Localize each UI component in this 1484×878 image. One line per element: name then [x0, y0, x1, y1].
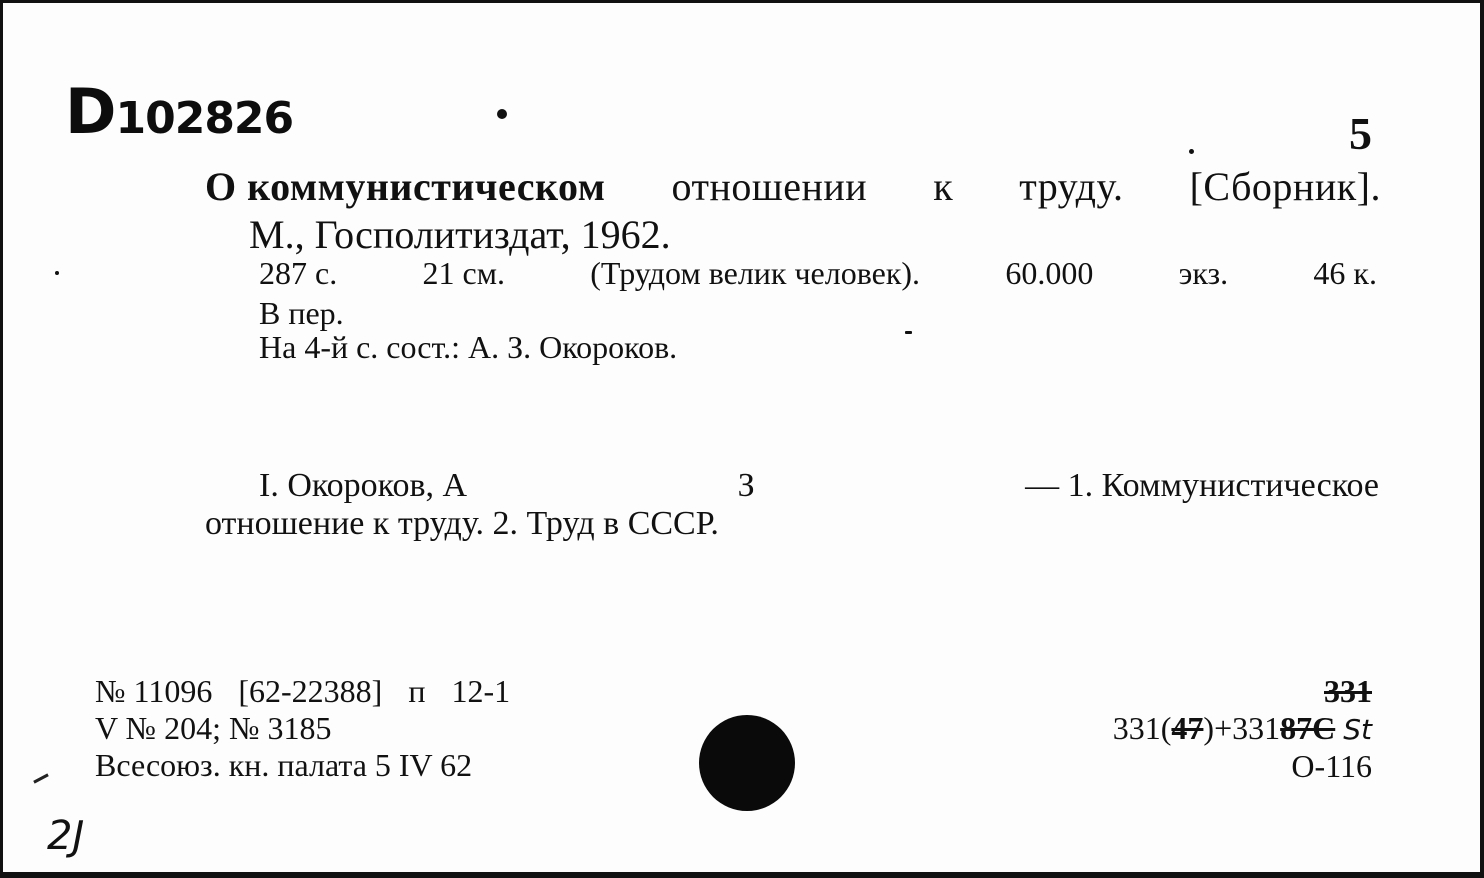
pencil-mark	[33, 773, 49, 783]
ink-dot	[497, 109, 507, 119]
title-word: к	[933, 164, 954, 209]
tracing-subject: — 1. Коммунистическое	[1025, 467, 1379, 504]
title-word: труду.	[1019, 164, 1124, 209]
ink-dot	[55, 271, 59, 275]
binding-note: В пер.	[259, 295, 344, 331]
title-bold: О коммунистическом	[205, 164, 606, 209]
pages: 287 с.	[259, 255, 338, 291]
tracing-mark: З	[737, 467, 755, 504]
accession-letter: D	[65, 75, 116, 148]
tracing-line-2: отношение к труду. 2. Труд в СССР.	[205, 505, 719, 542]
classification-line-2	[1113, 710, 1372, 748]
classification-part: 331(	[1112, 710, 1172, 746]
series: (Трудом велик человек).	[590, 255, 921, 291]
collation-line	[259, 255, 1377, 292]
classification-block	[1113, 673, 1372, 785]
title-word: отношении	[671, 164, 868, 209]
registration-number: № 11096	[95, 673, 213, 709]
handwritten-corner-note: 2J	[47, 813, 85, 859]
compiler-note: На 4-й с. сост.: А. З. Окороков.	[259, 329, 678, 365]
registration-line-2: V № 204; № 3185	[95, 710, 332, 746]
classification-struck: 87С	[1280, 710, 1336, 746]
imprint: М., Госполитиздат, 1962.	[249, 212, 671, 257]
size: 21 см.	[422, 255, 505, 291]
price: 46 к.	[1313, 255, 1377, 291]
card-number: 5	[1349, 108, 1372, 159]
classification-author-sign: О-116	[1291, 748, 1372, 784]
classification-code: 331	[1324, 673, 1372, 709]
tracing-line-1	[259, 467, 1379, 505]
ink-mark	[905, 331, 912, 334]
title-line	[205, 163, 1381, 210]
print-run: 60.000	[1005, 255, 1094, 291]
registration-code: [62-22388]	[238, 673, 383, 709]
ink-dot	[1189, 149, 1194, 154]
registration-line-3: Всесоюз. кн. палата 5 IV 62	[95, 747, 473, 783]
registration-block	[95, 673, 510, 784]
punch-hole	[699, 715, 795, 811]
registration-batch: 12-1	[451, 673, 511, 709]
classification-handwritten: St	[1343, 713, 1372, 746]
tracing-author: I. Окороков, А	[259, 467, 468, 504]
title-word: [Сборник].	[1189, 164, 1381, 209]
accession-digits: 102826	[115, 93, 294, 144]
copies-label: экз.	[1178, 255, 1229, 291]
classification-struck: 47	[1171, 710, 1204, 746]
handwritten-accession-number	[65, 75, 293, 148]
registration-line-1	[95, 673, 510, 710]
classification-part: )+331	[1203, 710, 1281, 746]
registration-letter: п	[408, 673, 426, 709]
